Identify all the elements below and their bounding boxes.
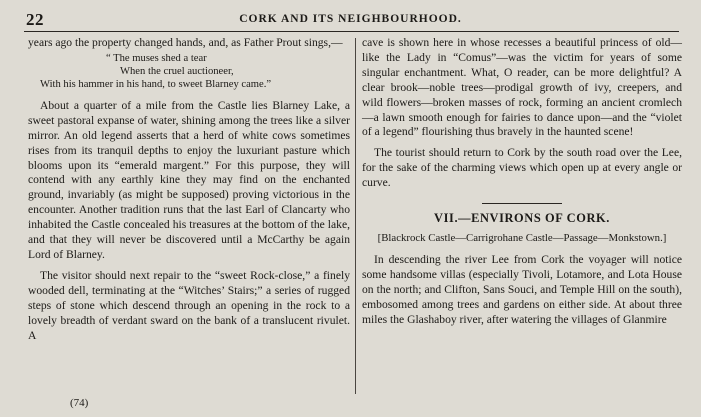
header-rule xyxy=(24,31,679,32)
verse-line-1: “ The muses shed a tear xyxy=(106,52,207,64)
rock-close-paragraph: The visitor should next repair to the “sweet Rock-close,” a finely wooded dell, terminating at the “Witches’ Stairs;” a series of rugged steps of stone which descend through an opening in the rock to a lovely breadth of verdant sward on the bank of a translucent rivulet. A xyxy=(28,268,350,342)
signature-mark: (74) xyxy=(70,397,89,409)
river-lee-paragraph: In descending the river Lee from Cork the voyager will notice some handsome villas (especially Tivoli, Lotamore, and Lota House on the north; and Clifton, Sans Souci, and Temple Hill on the south), embosomed among trees and gardens on either side. At about three miles the Glashaboy river, after watering the villages of Glanmire xyxy=(362,252,682,326)
column-divider xyxy=(355,38,356,394)
verse-line-2: When the cruel auctioneer, xyxy=(120,65,234,77)
verse-line-3: With his hammer in his hand, to sweet Blarney came.” xyxy=(40,78,272,90)
cave-paragraph: cave is shown here in whose recesses a beautiful princess of old—like the Lady in “Comus”—was the victim for years of some singular enchantment. What, O reader, can be more delightful? A clear brook—noble trees—prodigal growth of ivy, creepers, and wild flowers—broken masses of rock, forming an ancient cromlech—a lawn smooth enough for fairies to dance upon—and the “violet of a legend” flourishing thus bravely in the haunted scene! xyxy=(362,36,682,139)
section-rule xyxy=(482,203,562,204)
section-contents: [Blackrock Castle—Carrigrohane Castle—Passage—Monkstown.] xyxy=(377,231,667,244)
left-intro-paragraph: years ago the property changed hands, and, as Father Prout sings,— xyxy=(28,36,343,49)
page-header xyxy=(8,4,693,32)
page-number: 22 xyxy=(26,10,44,29)
left-column xyxy=(28,36,350,343)
right-column xyxy=(362,36,682,328)
running-head: CORK AND ITS NEIGHBOURHOOD. xyxy=(239,13,462,25)
blarney-lake-paragraph: About a quarter of a mile from the Castle lies Blarney Lake, a sweet pastoral expanse of water, shining among the trees like a silver mirror. An old legend asserts that a herd of white cows sometimes rises from its tranquil depths to enjoy the luxuriant pasture which blooms upon its “emerald margent.” For this purpose, they will contend with any earthly kine they may find on the enchanted ground, invariably (as might be supposed) proving victorious in the encounter. Another tradition runs that the last Earl of Clancarty who inhabited the Castle concealed his treasures at the bottom of the lake, and that they will never be discovered until a McCarthy be again Lord of Blarney. xyxy=(28,98,350,261)
section-title: VII.—ENVIRONS OF CORK. xyxy=(434,211,610,226)
verse-quote xyxy=(28,52,350,91)
tourist-paragraph: The tourist should return to Cork by the south road over the Lee, for the sake of the charming views which open up at every angle or curve. xyxy=(362,146,682,190)
